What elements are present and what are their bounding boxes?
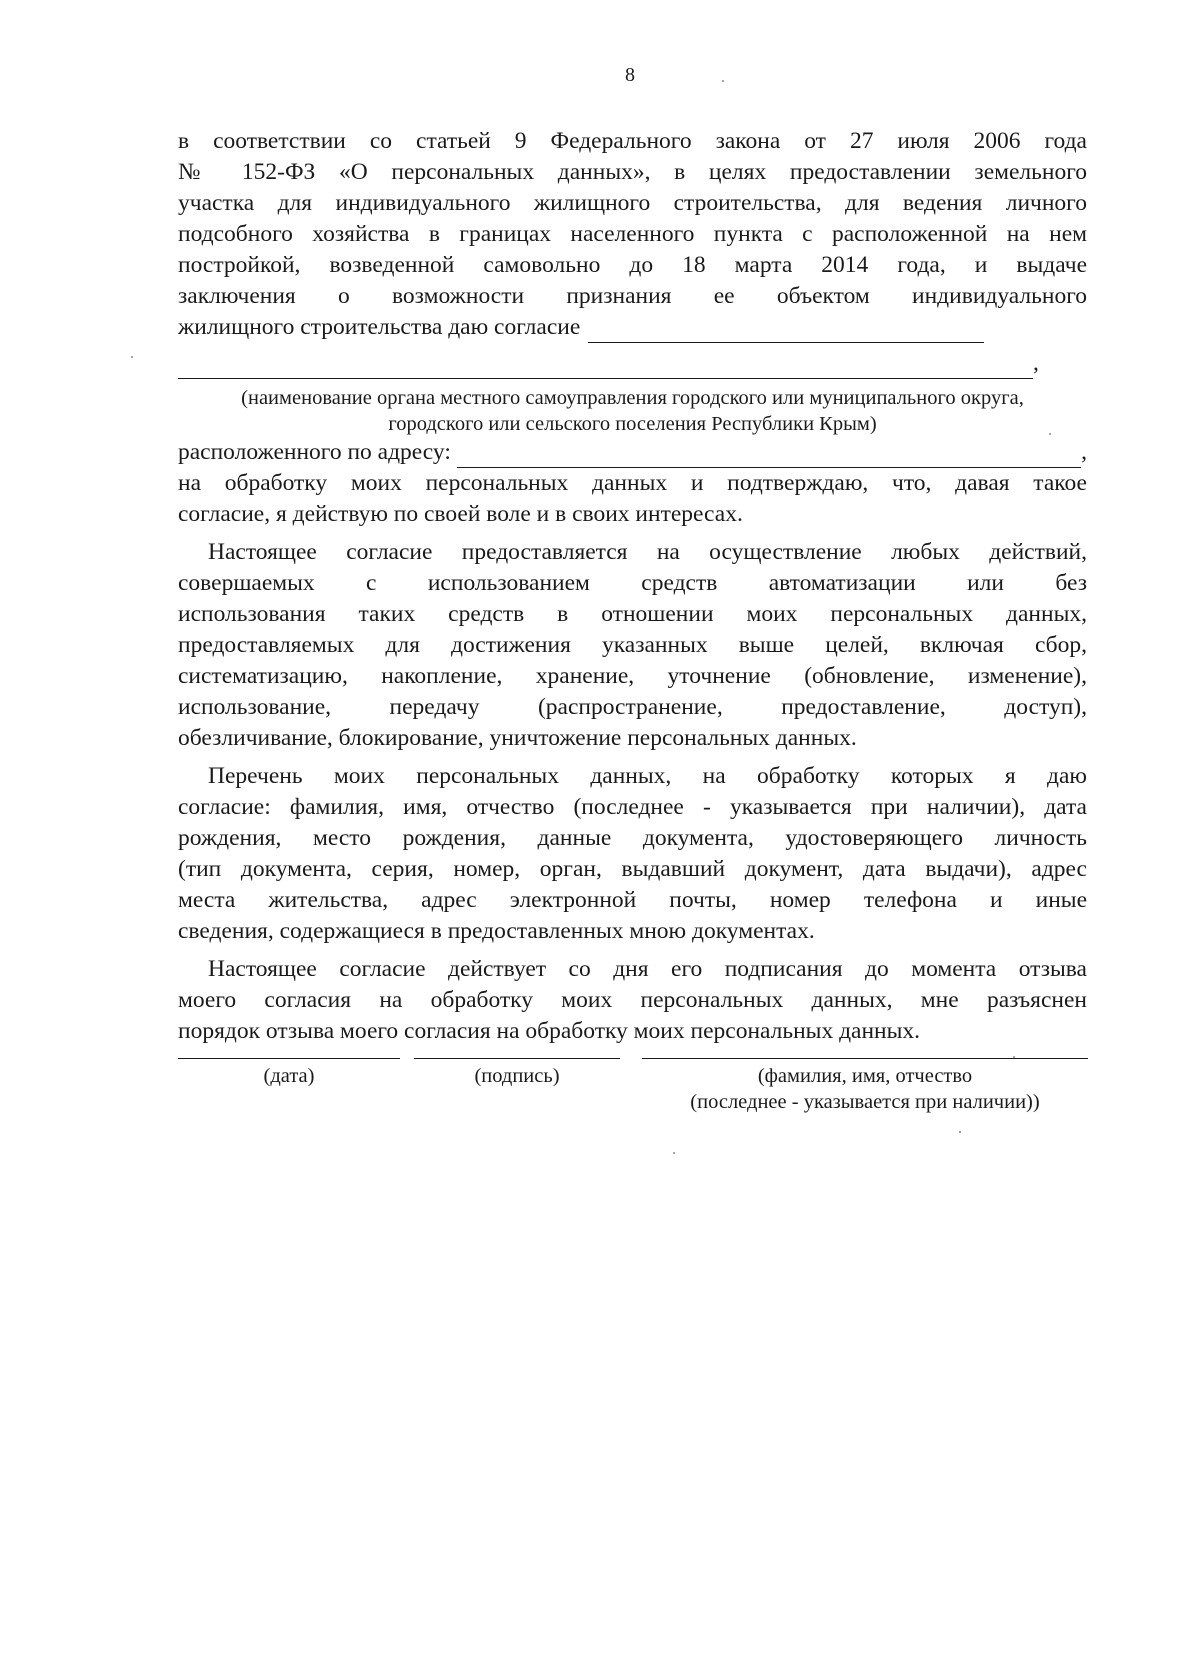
full-name-label: (фамилия, имя, отчество xyxy=(757,1065,973,1087)
address-row xyxy=(178,437,1087,468)
full-name-blank[interactable] xyxy=(642,1058,1088,1059)
paragraph-consent-statement xyxy=(178,468,1087,530)
text-line: подсобного хозяйства в границах населенного пункта с расположенной на нем xyxy=(178,221,1087,247)
text-line: жилищного строительства даю согласие xyxy=(178,314,581,340)
caption-line: (наименование органа местного самоуправления городского или муниципального округа, xyxy=(241,387,1024,409)
text-line: предоставляемых для достижения указанных выше целей, включая сбор, xyxy=(178,632,1087,658)
scan-speck xyxy=(959,1131,961,1133)
org-name-row xyxy=(178,350,1087,379)
caption-line: городского или сельского поселения Республики Крым) xyxy=(388,413,877,435)
text-line: порядок отзыва моего согласия на обработку моих персональных данных. xyxy=(178,1018,921,1044)
text-line: (тип документа, серия, номер, орган, выдавший документ, дата выдачи), адрес xyxy=(178,856,1087,882)
full-name-field xyxy=(642,1058,1088,1115)
consent-recipient-row xyxy=(178,312,1087,343)
text-line: заключения о возможности признания ее объектом индивидуального xyxy=(178,283,1087,309)
text-line: совершаемых с использованием средств автоматизации или без xyxy=(178,570,1087,596)
paragraph-consent-basis xyxy=(178,126,1087,343)
signature-blank[interactable] xyxy=(414,1058,620,1059)
text-line: Настоящее согласие предоставляется на осуществление любых действий, xyxy=(208,539,1087,565)
page-number: 8 xyxy=(625,64,635,86)
org-name-blank[interactable] xyxy=(178,356,1033,379)
paragraph-personal-data-list xyxy=(178,761,1087,947)
address-label: расположенного по адресу: xyxy=(178,439,451,465)
date-field xyxy=(178,1058,400,1089)
scan-speck xyxy=(1013,1056,1015,1058)
scan-speck xyxy=(1049,433,1051,435)
text-line: рождения, место рождения, данные документа, удостоверяющего личность xyxy=(178,825,1087,851)
signature-label: (подпись) xyxy=(474,1065,560,1087)
text-line: места жительства, адрес электронной почты, номер телефона и иные xyxy=(178,887,1087,913)
consent-recipient-blank[interactable] xyxy=(588,320,984,343)
date-label: (дата) xyxy=(263,1065,315,1087)
text-line: использования таких средств в отношении моих персональных данных, xyxy=(178,601,1087,627)
full-name-label-note: (последнее - указывается при наличии)) xyxy=(690,1091,1040,1113)
scan-speck xyxy=(131,356,133,358)
text-line: сведения, содержащиеся в предоставленных мною документах. xyxy=(178,918,815,944)
signature-field xyxy=(414,1058,620,1089)
text-line: Перечень моих персональных данных, на обработку которых я даю xyxy=(208,763,1087,789)
address-blank[interactable] xyxy=(457,445,1081,468)
address-comma: , xyxy=(1081,439,1087,465)
text-line: постройкой, возведенной самовольно до 18 марта 2014 года, и выдаче xyxy=(178,252,1087,278)
paragraph-processing-actions xyxy=(178,537,1087,754)
scan-speck xyxy=(673,1152,675,1154)
document-body xyxy=(178,126,1087,1047)
signature-block xyxy=(178,1058,1088,1148)
org-line-comma: , xyxy=(1033,350,1039,376)
text-line: согласие, я действую по своей воле и в своих интересах. xyxy=(178,501,743,527)
paragraph-consent-validity xyxy=(178,954,1087,1047)
text-line: Настоящее согласие действует со дня его подписания до момента отзыва xyxy=(208,956,1087,982)
text-line: использование, передачу (распространение, предоставление, доступ), xyxy=(178,694,1087,720)
text-line: № 152-ФЗ «О персональных данных», в целях предоставлении земельного xyxy=(178,159,1087,185)
text-line: согласие: фамилия, имя, отчество (последнее - указывается при наличии), дата xyxy=(178,794,1087,820)
text-line: в соответствии со статьей 9 Федерального закона от 27 июля 2006 года xyxy=(178,128,1087,154)
text-line: участка для индивидуального жилищного строительства, для ведения личного xyxy=(178,190,1087,216)
date-blank[interactable] xyxy=(178,1058,400,1059)
scan-speck xyxy=(722,80,724,82)
text-line: обезличивание, блокирование, уничтожение персональных данных. xyxy=(178,725,857,751)
text-line: на обработку моих персональных данных и подтверждаю, что, давая такое xyxy=(178,470,1087,496)
text-line: моего согласия на обработку моих персональных данных, мне разъяснен xyxy=(178,987,1087,1013)
org-name-caption xyxy=(178,385,1087,437)
text-line: систематизацию, накопление, хранение, уточнение (обновление, изменение), xyxy=(178,663,1087,689)
